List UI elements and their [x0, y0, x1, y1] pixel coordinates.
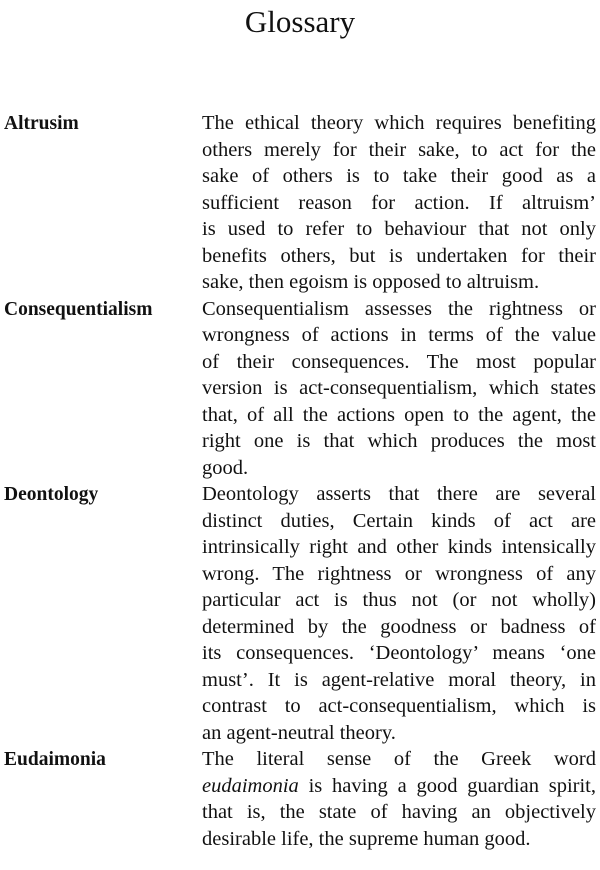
glossary-entry-altruism [0, 110, 600, 296]
definition-line: version is act-consequentialism, which states [202, 377, 596, 399]
definition-line: is used to refer to behaviour that not only [202, 218, 596, 240]
definition-line: desirable life, the supreme human good. [202, 827, 531, 850]
definition-line: right one is that which produces the most [202, 430, 596, 452]
definition-line: Consequentialism assesses the rightness or [202, 297, 596, 320]
definition-line: Deontology asserts that there are several [202, 483, 596, 505]
glossary-definition [202, 746, 596, 852]
definition-line: that, of all the actions open to the agent, the [202, 403, 596, 426]
glossary-entry-deontology [0, 481, 600, 746]
glossary-entry-eudaimonia [0, 746, 600, 852]
definition-line: sake, then egoism is opposed to altruism. [202, 271, 540, 293]
definition-line: wrongness of actions in terms of the value [202, 324, 596, 346]
definition-line: that is, the state of having an objectively [202, 801, 596, 823]
definition-line [202, 773, 596, 800]
definition-line: its consequences. ‘Deontology’ means ‘one [202, 642, 596, 664]
definition-line: The literal sense of the Greek word [202, 748, 596, 770]
greek-term: eudaimonia [202, 774, 299, 797]
glossary-term: Altrusim [4, 113, 79, 134]
definition-line: determined by the goodness or badness of [202, 615, 596, 638]
glossary-list [0, 110, 600, 852]
definition-line: contrast to act-consequentialism, which is [202, 695, 596, 717]
glossary-definition [202, 296, 596, 482]
definition-line: of their consequences. The most popular [202, 350, 596, 373]
definition-line: sake of others is to take their good as a [202, 165, 596, 187]
definition-line: intrinsically right and other kinds intensically [202, 536, 596, 558]
definition-line: distinct duties, Certain kinds of act are [202, 509, 596, 532]
definition-line: The ethical theory which requires benefiting [202, 112, 596, 134]
definition-line-rest: is having a good guardian spirit, [298, 774, 596, 797]
glossary-term: Consequentialism [4, 298, 153, 320]
definition-line: benefits others, but is undertaken for their [202, 244, 596, 267]
definition-line: sufficient reason for action. If altruism’ [202, 191, 596, 214]
definition-line: others merely for their sake, to act for the [202, 138, 596, 161]
glossary-definition [202, 481, 596, 746]
definition-line: an agent-neutral theory. [202, 721, 396, 744]
glossary-term: Deontology [4, 484, 99, 505]
definition-line: wrong. The rightness or wrongness of any [202, 562, 596, 585]
glossary-entry-consequentialism [0, 296, 600, 482]
page-title: Glossary [244, 4, 356, 39]
definition-line: particular act is thus not (or not wholly) [202, 589, 596, 611]
definition-line: good. [202, 456, 249, 479]
definition-line: must’. It is agent-relative moral theory, in [202, 668, 596, 691]
glossary-term: Eudaimonia [4, 749, 106, 770]
glossary-definition [202, 110, 596, 296]
